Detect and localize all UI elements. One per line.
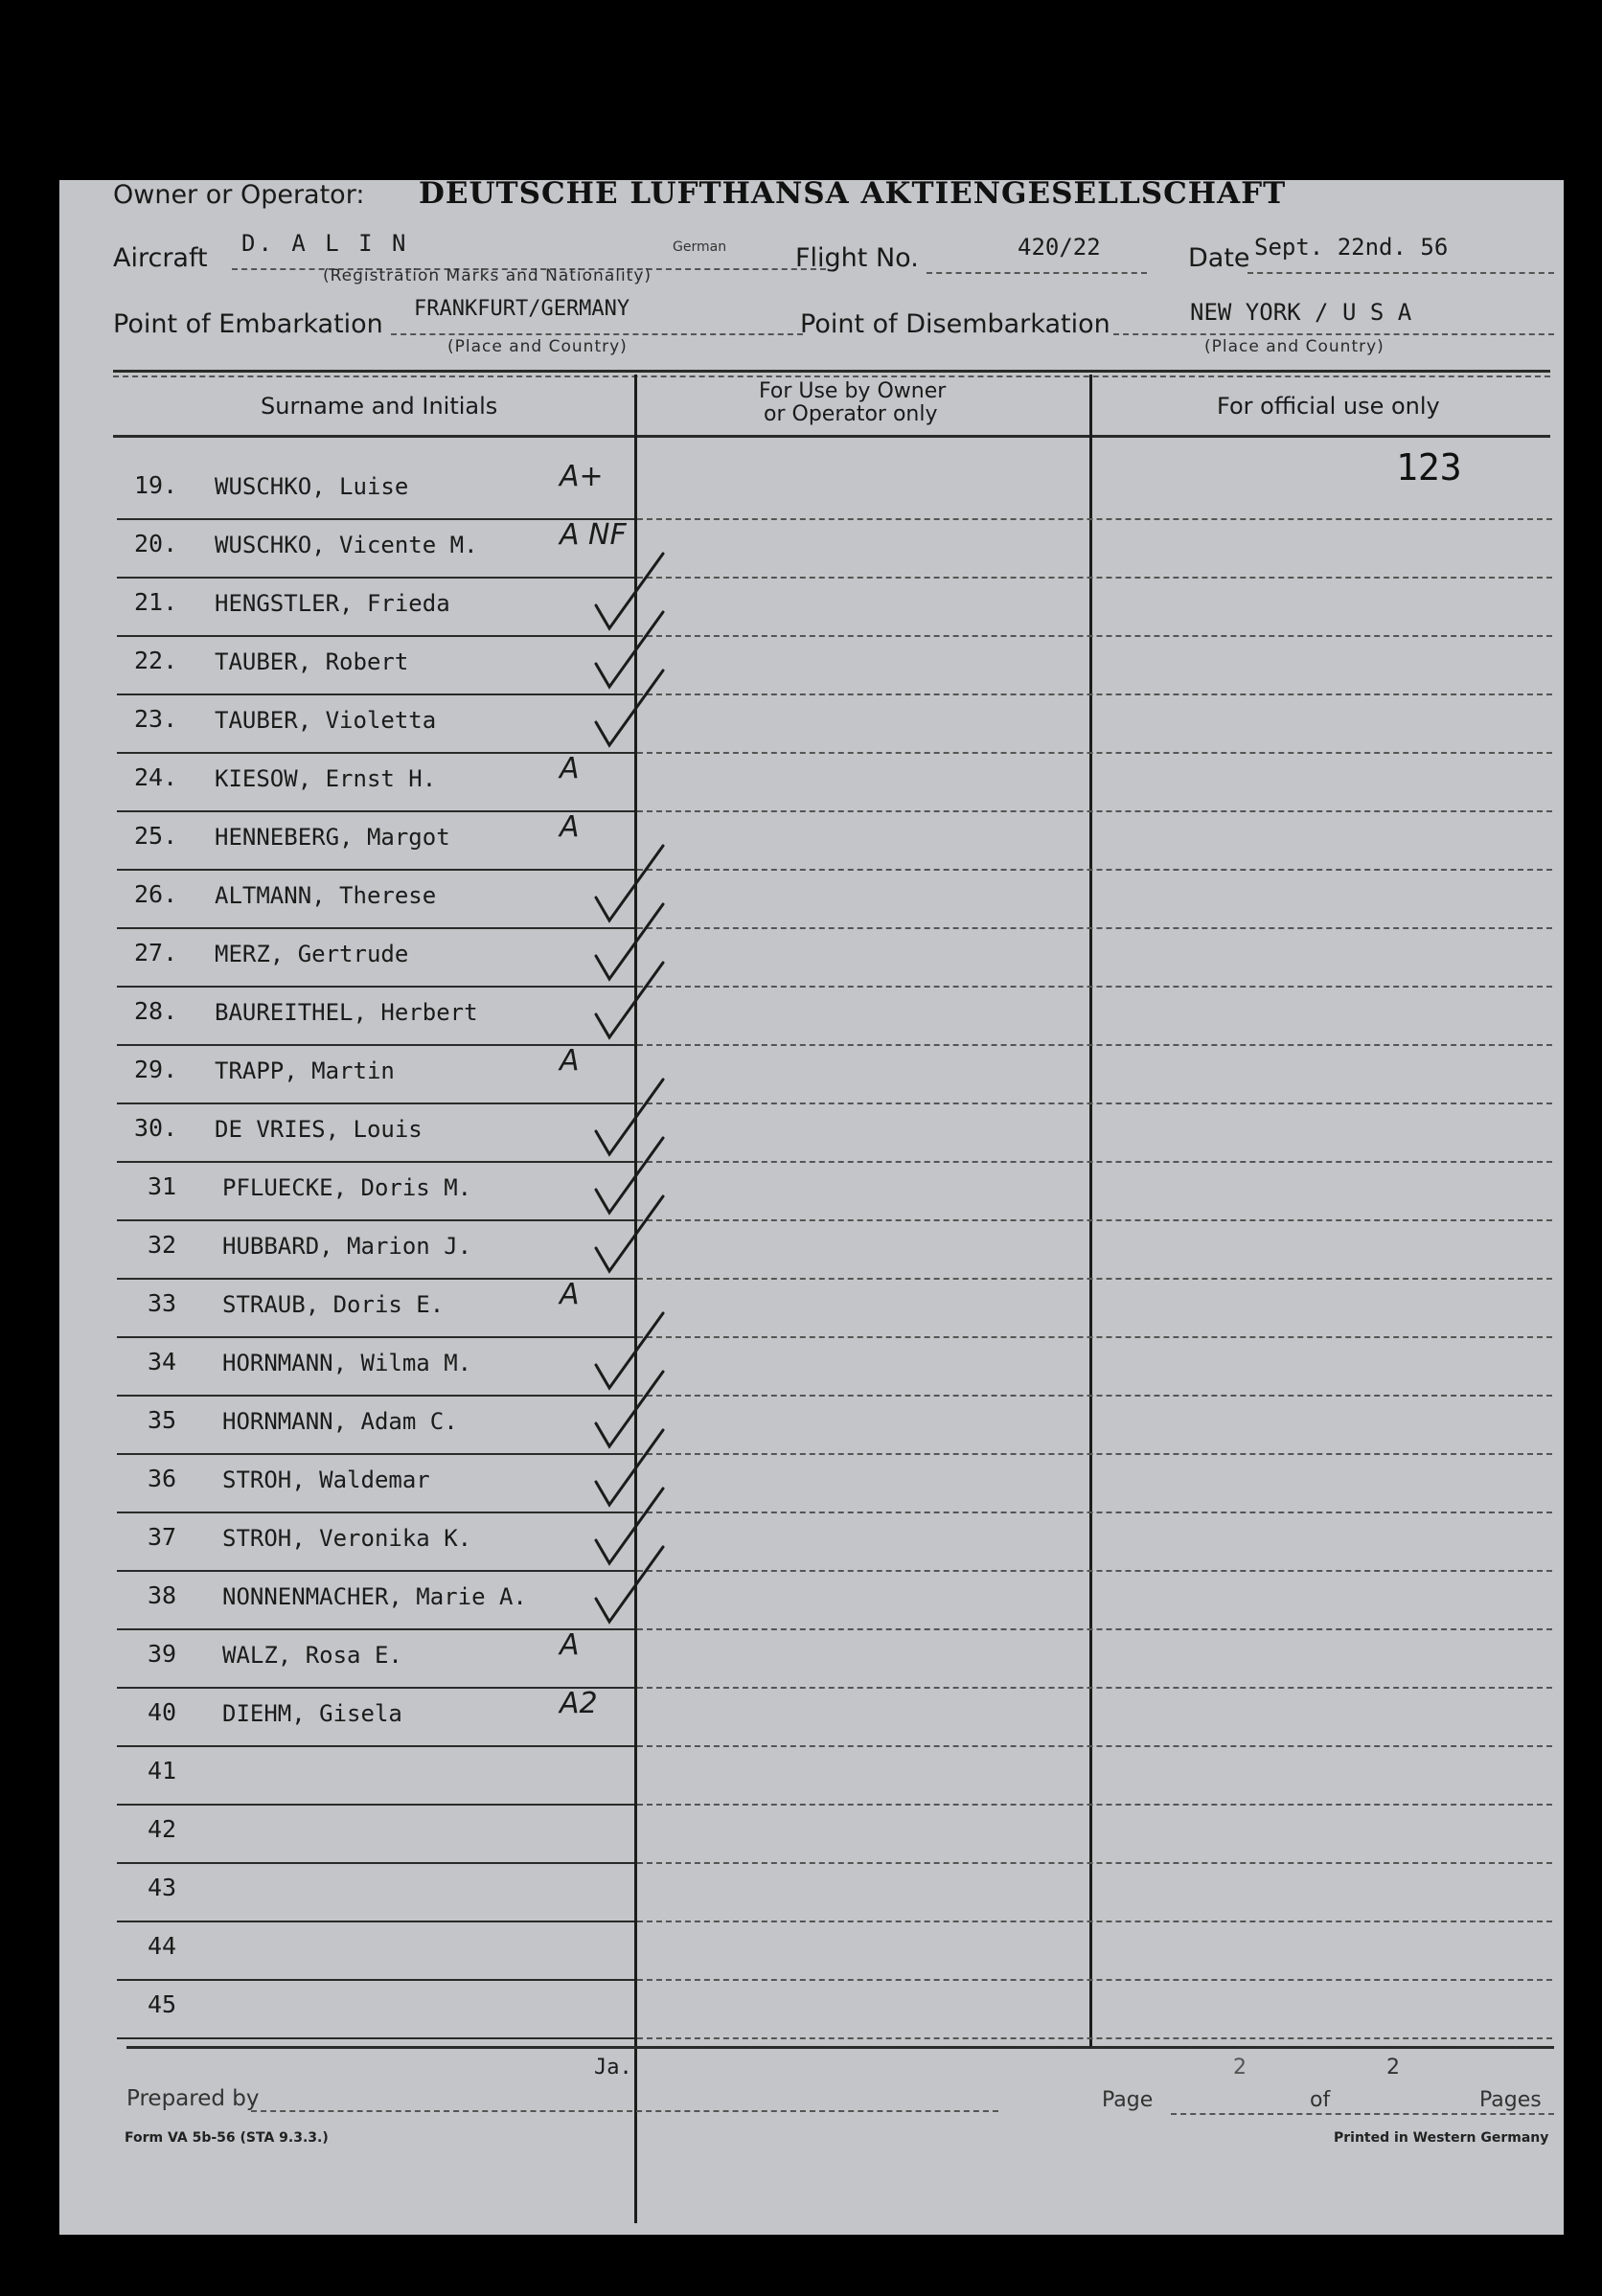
row-number: 30. (134, 1114, 178, 1142)
row-number: 28. (134, 997, 178, 1025)
row-number: 42 (148, 1815, 177, 1843)
prepared-label: Prepared by (126, 2086, 260, 2111)
disembarkation-label: Point of Disembarkation (800, 309, 1110, 339)
row-number: 38 (148, 1581, 177, 1609)
passenger-name: NONNENMACHER, Marie A. (222, 1583, 527, 1610)
passenger-name: DIEHM, Gisela (222, 1700, 402, 1727)
row-number: 27. (134, 939, 178, 966)
row-number: 21. (134, 588, 178, 616)
handwritten-note: A+ (560, 460, 604, 493)
passenger-name: DE VRIES, Louis (215, 1116, 423, 1143)
handwritten-marks-layer (59, 180, 1564, 2235)
row-number: 36 (148, 1465, 177, 1492)
printed-in: Printed in Western Germany (1334, 2130, 1549, 2146)
row-number: 44 (148, 1932, 177, 1960)
aircraft-label: Aircraft (113, 243, 208, 273)
row-number: 23. (134, 705, 178, 733)
passenger-name: STROH, Veronika K. (222, 1525, 472, 1552)
row-number: 29. (134, 1056, 178, 1083)
check-mark (596, 1313, 663, 1388)
column-surname-header: Surname and Initials (261, 393, 498, 420)
handwritten-note: A (560, 1044, 580, 1078)
passenger-name: HUBBARD, Marion J. (222, 1233, 472, 1260)
handwritten-note: A (560, 810, 580, 844)
form-id: Form VA 5b-56 (STA 9.3.3.) (125, 2130, 329, 2146)
row-number: 19. (134, 471, 178, 499)
passenger-name: PFLUECKE, Doris M. (222, 1174, 472, 1201)
row-number: 25. (134, 822, 178, 850)
passenger-name: TAUBER, Violetta (215, 707, 437, 734)
table-bottom-rule (126, 2046, 1554, 2049)
row-number: 34 (148, 1348, 177, 1375)
column-official-header: For official use only (1217, 393, 1440, 420)
handwritten-note: A (560, 1278, 580, 1311)
row-number: 39 (148, 1640, 177, 1668)
pages-label: Pages (1479, 2088, 1542, 2112)
row-number: 24. (134, 763, 178, 791)
row-number: 43 (148, 1874, 177, 1901)
row-number: 41 (148, 1757, 177, 1785)
aircraft-value: D. A L I N (241, 230, 409, 257)
row-number: 31 (148, 1172, 177, 1200)
page-underline (1171, 2113, 1554, 2115)
owner-value: DEUTSCHE LUFTHANSA AKTIENGESELLSCHAFT (419, 176, 1287, 211)
footer-ja: Ja. (594, 2056, 632, 2080)
passenger-name: WUSCHKO, Luise (215, 473, 409, 500)
registration-caption: (Registration Marks and Nationality) (323, 266, 652, 285)
prepared-underline (251, 2110, 998, 2112)
column-owner-use-header-line2: or Operator only (764, 402, 938, 426)
passenger-name: STRAUB, Doris E. (222, 1291, 445, 1318)
row-number: 37 (148, 1523, 177, 1551)
passenger-name: HENGSTLER, Frieda (215, 590, 450, 617)
of-label: of (1310, 2088, 1331, 2112)
date-label: Date (1188, 243, 1250, 273)
disembarkation-value: NEW YORK / U S A (1190, 299, 1412, 326)
passenger-name: WALZ, Rosa E. (222, 1642, 402, 1669)
nationality-stamp: German (673, 239, 727, 255)
passenger-name: MERZ, Gertrude (215, 941, 409, 967)
handwritten-note: A (560, 752, 580, 785)
owner-label: Owner or Operator: (113, 180, 365, 210)
page-label: Page (1102, 2088, 1154, 2112)
row-number: 32 (148, 1231, 177, 1259)
column-owner-use-header-line1: For Use by Owner (759, 379, 947, 403)
check-mark (596, 554, 663, 628)
passenger-name: STROH, Waldemar (222, 1466, 430, 1493)
manifest-sheet (59, 176, 1564, 2235)
of-value: 2 (1386, 2056, 1400, 2080)
handwritten-note: A NF (560, 518, 627, 552)
passenger-name: KIESOW, Ernst H. (215, 765, 437, 792)
passenger-name: ALTMANN, Therese (215, 882, 437, 909)
check-mark (596, 1080, 663, 1154)
passenger-name: HORNMANN, Adam C. (222, 1408, 458, 1435)
row-number: 35 (148, 1406, 177, 1434)
row-number: 20. (134, 530, 178, 557)
passenger-name: BAUREITHEL, Herbert (215, 999, 478, 1026)
embarkation-caption: (Place and Country) (447, 337, 628, 356)
handwritten-note: A (560, 1628, 580, 1662)
passenger-name: WUSCHKO, Vicente M. (215, 532, 478, 558)
row-number: 40 (148, 1698, 177, 1726)
row-number: 45 (148, 1990, 177, 2018)
passenger-name: TAUBER, Robert (215, 648, 409, 675)
row-number: 22. (134, 647, 178, 674)
flight-label: Flight No. (795, 243, 919, 273)
passenger-name: HORNMANN, Wilma M. (222, 1350, 472, 1376)
disembarkation-caption: (Place and Country) (1204, 337, 1385, 356)
embarkation-label: Point of Embarkation (113, 309, 383, 339)
embarkation-value: FRANKFURT/GERMANY (414, 297, 630, 321)
flight-value: 420/22 (1018, 234, 1101, 261)
check-mark (596, 846, 663, 921)
page-value: 2 (1233, 2056, 1247, 2080)
handwritten-note: A2 (560, 1687, 598, 1720)
date-value: Sept. 22nd. 56 (1254, 234, 1449, 261)
official-number: 123 (1396, 446, 1462, 489)
passenger-name: TRAPP, Martin (215, 1057, 395, 1084)
passenger-name: HENNEBERG, Margot (215, 824, 450, 851)
row-number: 33 (148, 1289, 177, 1317)
row-number: 26. (134, 880, 178, 908)
